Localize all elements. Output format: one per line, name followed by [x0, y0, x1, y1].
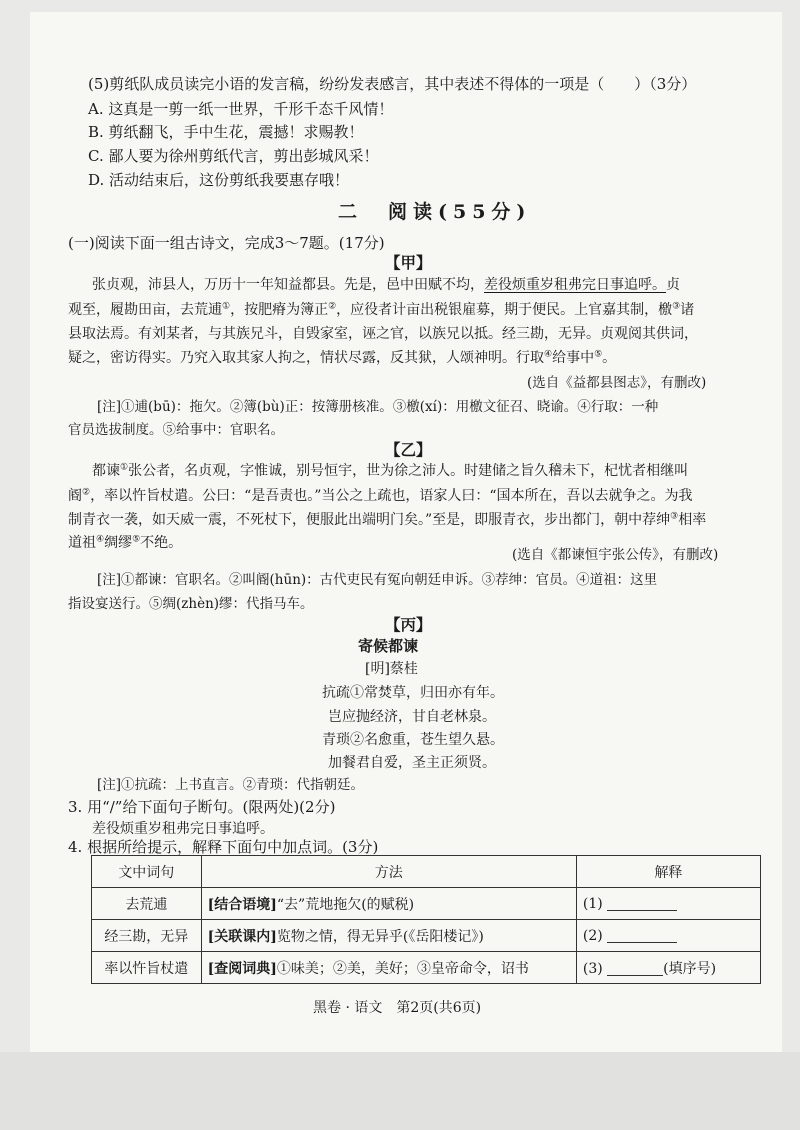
footnote-mark: ④	[96, 534, 105, 545]
table-row	[92, 952, 761, 984]
header-word: 文中词句	[92, 856, 202, 888]
answer-number: (3)	[582, 960, 603, 977]
header-method: 方法	[201, 856, 576, 888]
passage-jia-note-line1: [注]①逋(bū)：拖欠。②簿(bù)正：按簿册核准。③檄(xí)：用檄文征召、晓谕。④行取：一种	[97, 399, 659, 415]
method-text: “去”荒地拖欠(的赋税)	[276, 896, 415, 913]
footnote-mark: ③	[670, 511, 679, 522]
footnote-mark: ②	[328, 301, 337, 312]
yi-text: 都谏	[92, 463, 120, 479]
poem-line-2: 岂应抛经济，甘自老林泉。	[328, 709, 496, 725]
jia-text: 疑之，密访得实。乃究入取其家人拘之，情状尽露，反其狱，人颂神明。行取	[68, 350, 544, 366]
method-text: ①味美；②美，美好；③皇帝命令，诏书	[276, 960, 529, 977]
jia-text: 张贞观，沛县人，万历十一年知益都县。先是，邑中田赋不均，	[92, 277, 484, 293]
footnote-mark: ②	[82, 487, 91, 498]
poem-line-1: 抗疏①常焚草，归田亦有年。	[322, 685, 504, 701]
poem-title: 寄候都谏	[358, 637, 419, 655]
answer-blank[interactable]	[607, 961, 663, 976]
scan-margin	[0, 1052, 800, 1130]
yi-text: 相率	[678, 512, 707, 528]
passage-yi-line3	[68, 509, 706, 529]
row-answer	[576, 920, 760, 952]
answer-blank[interactable]	[607, 896, 677, 911]
answer-hint: (填序号)	[663, 960, 717, 977]
passage-jia-tag: 【甲】	[385, 253, 432, 272]
yi-text: 张公者，名贞观，字惟诚，别号恒宇，世为徐之沛人。时建储之旨久稽未下，杞忧者相继叫	[128, 463, 689, 479]
method-tag: [结合语境]	[207, 896, 277, 913]
row-word: 率以忤旨杖遣	[92, 952, 202, 984]
passage-yi-note-line1: [注]①都谏：官职名。②叫阍(hūn)：古代吏民有冤向朝廷申诉。③荐绅：官员。④道祖：这里	[97, 572, 658, 588]
page-footer: 黑卷 · 语文 第2页(共6页)	[313, 1000, 482, 1016]
table-row	[92, 888, 761, 920]
q4-table	[91, 855, 761, 984]
jia-text: ，应役者计亩出税银雇募，期于便民。上官嘉其制，檄	[336, 302, 673, 318]
footnote-mark: ⑤	[594, 349, 603, 360]
yi-text: 阍	[68, 488, 82, 504]
q3-stem: 3. 用“/”给下面句子断句。(限两处)(2分)	[68, 798, 336, 816]
row-answer	[576, 952, 760, 984]
row-method	[201, 952, 576, 984]
passage-jia-note-line2: 官员选拔制度。⑤给事中：官职名。	[68, 422, 284, 438]
poem-line-3: 青琐②名愈重，苍生望久悬。	[322, 732, 504, 748]
poem-line-4: 加餐君自爱，圣主正须贤。	[328, 755, 496, 771]
footnote-mark: ④	[544, 349, 553, 360]
jia-text: ，按肥瘠为簿正	[230, 302, 329, 318]
footnote-mark: ①	[222, 301, 231, 312]
header-answer: 解释	[576, 856, 760, 888]
row-word: 经三勘，无异	[92, 920, 202, 952]
passage-yi-line4	[68, 532, 182, 552]
footnote-mark: ①	[120, 462, 129, 473]
jia-underlined-sentence: 差役烦重岁租弗完日事追呼。	[484, 277, 666, 293]
method-text: 览物之情，得无异乎(《岳阳楼记》)	[276, 928, 484, 945]
row-answer	[576, 888, 760, 920]
jia-text: 给事中	[552, 350, 595, 366]
footnote-mark: ③	[672, 301, 681, 312]
footnote-mark: ⑤	[132, 534, 141, 545]
table-header-row	[92, 856, 761, 888]
q5-option-b: B. 剪纸翻飞，手中生花，震撼！求赐教！	[88, 123, 364, 141]
passage-yi-note-line2: 指设宴送行。⑤绸(zhèn)缪：代指马车。	[68, 596, 314, 612]
poem-note: [注]①抗疏：上书直言。②青琐：代指朝廷。	[97, 777, 365, 793]
jia-text: 。	[602, 350, 617, 366]
q4-stem: 4. 根据所给提示，解释下面句中加点词。(3分)	[68, 838, 379, 856]
passage-yi-line2	[68, 485, 693, 505]
passage-yi-tag: 【乙】	[385, 440, 432, 459]
answer-number: (1)	[582, 895, 603, 912]
jia-text: 诸	[680, 302, 695, 318]
q3-sentence: 差役烦重岁租弗完日事追呼。	[92, 821, 274, 837]
passage-jia-line1	[92, 274, 680, 294]
passage-jia-line2	[68, 299, 694, 319]
yi-text: 制青衣一袭，如天威一震，不死杖下，便服此出端明门矣。”至是，即服青衣，步出都门，朝中荐绅	[68, 512, 671, 528]
section-heading: 二 阅读(55分)	[338, 201, 532, 223]
yi-text: 道祖	[68, 535, 96, 551]
answer-blank[interactable]	[607, 928, 677, 943]
yi-text: 不绝。	[140, 535, 183, 551]
poem-author: [明]蔡桂	[365, 661, 418, 677]
q5-stem: (5)剪纸队成员读完小语的发言稿，纷纷发表感言，其中表述不得体的一项是（ ）（3分）	[88, 75, 697, 93]
yi-text: 绸缪	[104, 535, 133, 551]
passage-bing-tag: 【丙】	[385, 615, 432, 634]
row-word: 去荒逋	[92, 888, 202, 920]
q5-option-c: C. 鄙人要为徐州剪纸代言，剪出彭城风采！	[88, 147, 379, 165]
passage-jia-line3: 县取法焉。有刘某者，与其族兄斗，自毁家室，诬之官，以族兄以抵。经三勘，无异。贞观阅其供词，	[68, 326, 698, 342]
answer-number: (2)	[582, 927, 603, 944]
method-tag: [查阅词典]	[207, 960, 277, 977]
q5-option-a: A. 这真是一剪一纸一世界，千形千态千风情！	[88, 100, 394, 118]
part1-intro: (一)阅读下面一组古诗文，完成3～7题。(17分)	[68, 234, 385, 252]
q5-option-d: D. 活动结束后，这份剪纸我要惠存哦！	[88, 171, 350, 189]
passage-jia-source: (选自《益都县图志》，有删改)	[527, 375, 707, 391]
jia-text: 观至，履勘田亩，去荒逋	[68, 302, 222, 318]
passage-yi-line1	[92, 460, 688, 480]
passage-yi-source: (选自《都谏恒宇张公传》，有删改)	[512, 547, 719, 563]
method-tag: [关联课内]	[207, 928, 277, 945]
passage-jia-line4	[68, 347, 616, 367]
table-row	[92, 920, 761, 952]
yi-text: ，率以忤旨杖遣。公曰：“是吾责也。”当公之上疏也，语家人曰：“国本所在，吾以去就争之。为我	[90, 488, 693, 504]
row-method	[201, 888, 576, 920]
jia-text-end: 贞	[666, 277, 680, 293]
row-method	[201, 920, 576, 952]
